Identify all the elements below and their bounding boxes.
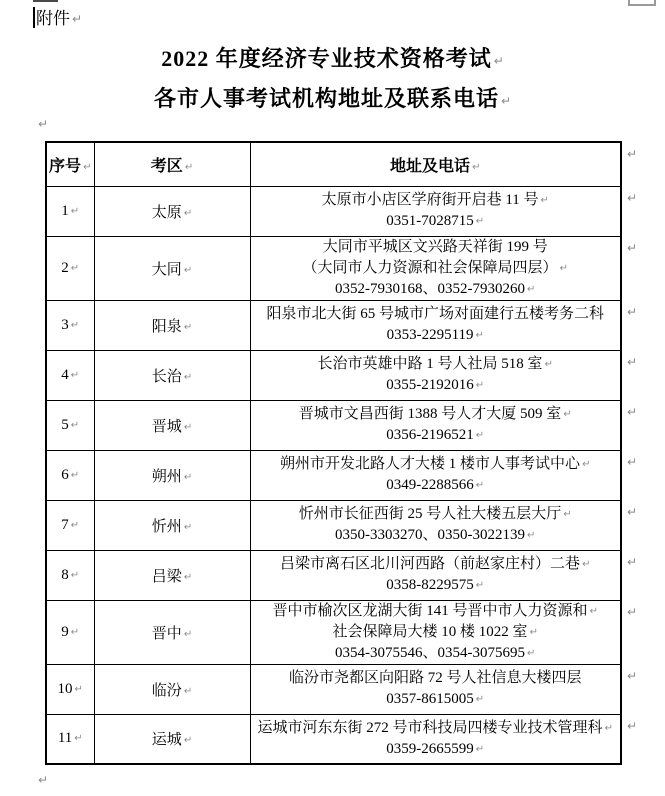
address-line [251,454,621,475]
row-end-mark: ↵ [626,718,637,733]
region-name: 晋中 [151,625,182,642]
address-line [251,689,621,710]
paragraph-mark: ↵ [589,605,598,617]
paragraph-mark: ↵ [70,519,80,531]
address-line [251,190,621,211]
address-line [251,475,621,496]
paragraph-mark: ↵ [183,371,193,383]
row-number-cell [46,450,94,500]
paragraph-mark: ↵ [70,419,80,431]
paragraph-mark: ↵ [475,580,485,591]
row-number-cell [46,664,94,714]
paragraph-mark: ↵ [38,773,49,787]
address-line [251,425,621,446]
row-number-cell [46,400,94,450]
row-number: 2 [61,259,69,276]
region-cell [94,664,250,714]
table-row [46,350,621,400]
row-number-cell [46,236,94,300]
address-line-text: 0359-2665599 [386,740,474,757]
region-cell [94,236,250,300]
paragraph-mark: ↵ [70,205,80,217]
address-line [251,279,621,300]
region-name: 临汾 [151,682,182,699]
paragraph-mark: ↵ [475,480,485,491]
address-line [251,739,621,760]
address-phone-cell [250,664,637,714]
header-cell-no [46,142,94,186]
row-number: 4 [61,366,69,383]
paragraph-mark: ↵ [183,571,193,583]
address-line [251,622,621,643]
paragraph-mark: ↵ [475,216,485,227]
row-number: 5 [61,416,69,433]
paragraph-mark: ↵ [527,530,536,541]
paragraph-mark: ↵ [544,359,553,370]
row-number-cell [46,186,94,236]
paragraph-mark: ↵ [74,683,83,695]
region-name: 大同 [151,261,182,278]
region-cell [94,186,250,236]
paragraph-mark: ↵ [183,521,193,533]
paragraph-mark: ↵ [475,330,484,341]
address-line [251,525,621,546]
address-line [251,211,621,232]
address-line-text: 0356-2196521 [386,427,474,443]
address-line [251,304,621,325]
region-cell [94,450,250,500]
address-line [251,325,621,346]
address-phone-cell [250,500,637,550]
paragraph-mark: ↵ [183,471,193,483]
attachment-text: 附件 [36,9,70,28]
address-phone-cell [250,450,637,500]
paragraph-mark: ↵ [70,469,80,481]
row-end-mark: ↵ [626,304,637,319]
address-line [251,504,621,525]
paragraph-mark: ↵ [563,509,572,520]
paragraph-mark: ↵ [38,117,49,131]
address-line [251,718,621,739]
address-phone-cell [250,550,637,600]
paragraph-mark: ↵ [472,161,481,173]
row-end-mark: ↵ [626,190,637,205]
address-line-text: 0350-3303270、0350-3022139 [335,527,526,543]
row-number: 7 [61,516,69,533]
address-line-text: （大同市人力资源和社会保障局四层） [302,259,558,276]
address-line-text: 临汾市尧都区向阳路 72 号人社信息大楼四层 [288,670,582,686]
paragraph-mark: ↵ [582,459,591,470]
paragraph-mark: ↵ [475,430,485,441]
table-row [46,300,621,350]
paragraph-mark: ↵ [183,321,193,333]
row-number: 9 [61,623,69,640]
address-line-text: 0352-7930168、0352-7930260 [335,280,526,297]
address-line-text: 阳泉市北大街 65 号城市广场对面建行五楼考务二科 [266,306,604,322]
header-no-text: 序号 [49,157,82,175]
address-line [251,643,621,664]
row-end-mark: ↵ [626,668,637,683]
row-number: 11 [57,730,73,747]
address-line-text: 忻州市长征西街 25 号人社大楼五层大厅 [298,506,562,522]
paragraph-mark: ↵ [527,283,536,295]
region-cell [94,400,250,450]
address-line [251,554,621,575]
address-line-text: 晋中市榆次区龙湖大街 141 号晋中市人力资源和 [272,602,588,619]
row-end-mark: ↵ [626,404,637,419]
paragraph-mark: ↵ [500,94,512,108]
paragraph-mark: ↵ [183,264,193,276]
row-end-mark: ↵ [626,604,637,619]
address-phone-cell [250,236,637,300]
text-cursor [33,7,35,28]
address-line-text: 0353-2295119 [386,327,474,343]
paragraph-mark: ↵ [475,380,485,391]
region-name: 朔州 [151,468,182,485]
row-number-cell [46,500,94,550]
row-number-cell [46,600,94,664]
region-name: 晋城 [151,418,182,435]
table-row [46,600,621,664]
row-number-cell [46,300,94,350]
header-cell-region [94,142,250,186]
row-end-mark: ↵ [626,147,637,161]
address-line-text: 大同市平城区文兴路天祥街 199 号 [322,238,548,255]
address-line-text: 0354-3075546、0354-3075695 [335,644,526,661]
table-row [46,450,621,500]
address-line-text: 0355-2192016 [386,377,474,393]
address-line [251,258,621,279]
paragraph-mark: ↵ [527,647,536,659]
exam-table-body [46,186,637,764]
address-line [251,237,621,258]
table-row [46,664,621,714]
row-end-mark: ↵ [626,504,637,519]
paragraph-mark: ↵ [604,722,613,734]
row-end-mark: ↵ [626,240,637,255]
header-region-text: 考区 [150,157,183,175]
paragraph-mark: ↵ [83,161,92,173]
top-left-edge-artifact [33,0,58,2]
paragraph-mark: ↵ [70,569,80,581]
paragraph-mark: ↵ [582,559,591,570]
address-phone-cell [250,714,637,764]
row-number: 6 [61,466,69,483]
paragraph-mark: ↵ [183,735,193,747]
row-number: 3 [61,316,69,333]
paragraph-mark: ↵ [184,161,194,173]
document-title [0,40,665,120]
header-address-text: 地址及电话 [390,157,471,175]
address-line-text: 晋城市文昌西街 1388 号人才大厦 509 室 [298,406,562,422]
title-line-1 [0,40,665,80]
address-line [251,404,621,425]
row-number: 10 [57,680,73,697]
table-row [46,236,621,300]
title-line-2 [0,80,665,120]
region-cell [94,350,250,400]
address-line [251,354,621,375]
paragraph-mark: ↵ [70,262,80,274]
region-name: 阳泉 [151,318,182,335]
row-number: 8 [61,566,69,583]
table-row [46,186,621,236]
empty-paragraph [36,772,48,790]
table-row [46,714,621,764]
paragraph-mark: ↵ [183,628,193,640]
table-row [46,500,621,550]
address-line [251,575,621,596]
paragraph-mark: ↵ [72,12,83,26]
address-line-text: 0357-8615005 [386,691,474,707]
exam-centers-table [45,141,637,765]
address-line-text: 朔州市开发北路人才大楼 1 楼市人事考试中心 [280,456,581,472]
region-name: 长治 [151,368,182,385]
address-line [251,375,621,396]
title-text-2: 各市人事考试机构地址及联系电话 [153,86,499,111]
address-line-text: 太原市小店区学府街开启巷 11 号 [321,192,539,208]
table-header-row [46,142,621,186]
paragraph-mark: ↵ [493,54,504,68]
address-phone-cell [250,186,637,236]
address-line-text: 社会保障局大楼 10 楼 1022 室 [332,623,528,640]
address-line-text: 0349-2288566 [386,477,474,493]
paragraph-mark: ↵ [559,262,568,274]
address-line-text: 0358-8229575 [386,577,474,593]
paragraph-mark: ↵ [563,409,572,420]
address-phone-cell [250,350,637,400]
attachment-label [36,8,82,30]
region-cell [94,600,250,664]
paragraph-mark: ↵ [475,694,485,705]
region-cell [94,500,250,550]
region-cell [94,550,250,600]
row-number: 1 [61,202,69,219]
address-line-text: 长治市英雄中路 1 号人社局 518 室 [317,356,543,372]
region-name: 太原 [151,204,182,221]
top-right-edge-artifact [628,0,656,6]
address-phone-cell [250,400,637,450]
paragraph-mark: ↵ [183,207,193,219]
region-cell [94,714,250,764]
paragraph-mark: ↵ [540,195,549,206]
region-name: 运城 [151,732,182,749]
row-end-mark: ↵ [626,354,637,369]
address-phone-cell [250,600,637,664]
paragraph-mark: ↵ [475,743,485,755]
paragraph-mark: ↵ [70,319,80,331]
row-number-cell [46,550,94,600]
title-text-1: 2022 年度经济专业技术资格考试 [161,46,492,71]
address-line-text: 运城市河东东街 272 号市科技局四楼专业技术管理科 [257,719,603,736]
row-number-cell [46,350,94,400]
address-line-text: 吕梁市离石区北川河西路（前赵家庄村）二巷 [280,556,581,572]
address-phone-cell [250,300,637,350]
address-line-text: 0351-7028715 [386,213,474,229]
paragraph-mark: ↵ [529,626,538,638]
paragraph-mark: ↵ [183,685,193,697]
address-line [251,668,621,689]
address-line [251,601,621,622]
paragraph-mark: ↵ [70,369,80,381]
row-end-mark: ↵ [626,454,637,469]
table-row [46,400,621,450]
table-row [46,550,621,600]
paragraph-mark: ↵ [183,421,193,433]
region-cell [94,300,250,350]
region-name: 忻州 [151,518,182,535]
paragraph-mark: ↵ [70,626,80,638]
region-name: 吕梁 [151,568,182,585]
row-number-cell [46,714,94,764]
paragraph-mark: ↵ [74,733,83,745]
header-cell-address [250,142,637,186]
empty-paragraph [36,116,48,134]
row-end-mark: ↵ [626,554,637,569]
